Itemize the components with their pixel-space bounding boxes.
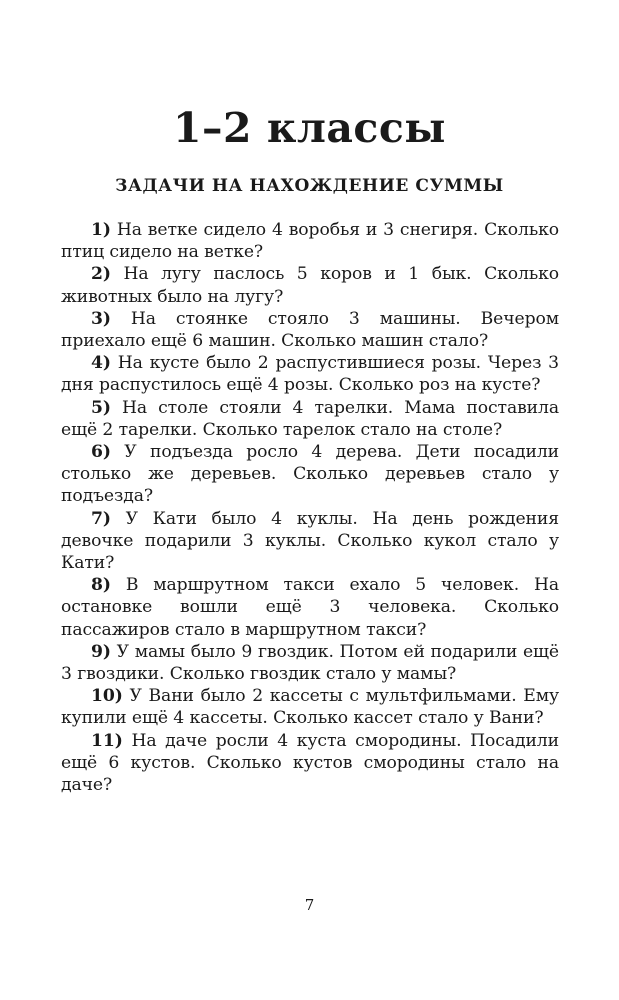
problem-number: 8) [91,575,111,596]
problem-text: У мамы было 9 гвоздик. Потом ей подарили ещё 3 гвоздики. Сколько гвоздик стало у мамы? [61,641,559,685]
problem-text: На столе стояли 4 тарелки. Мама поставила ещё 2 тарелки. Сколько тарелок стало на столе? [61,397,559,440]
page-number: 7 [304,896,315,914]
problem-item [61,574,559,641]
problem-list [61,219,559,796]
problem-item [61,730,559,797]
problem-item [61,508,559,575]
problem-text: На ветке сидело 4 воробья и 3 снегиря. Сколько птиц сидело на ветке? [61,220,559,263]
problem-number: 6) [91,442,111,463]
problem-item [61,352,559,396]
problem-number: 1) [91,220,111,240]
problem-text: На кусте было 2 распустившиеся розы. Через 3 дня распустилось ещё 4 розы. Сколько роз на кусте? [61,353,559,396]
problem-number: 10) [91,686,123,707]
problem-number: 2) [91,264,111,285]
problem-text: У Вани было 2 кассеты с мультфильмами. Ему купили ещё 4 кассеты. Сколько кассет стало у Вани? [61,686,559,729]
problem-number: 7) [91,508,111,529]
problem-text: У подъезда росло 4 дерева. Дети посадили столько же деревьев. Сколько деревьев стало у подъезда? [61,442,559,507]
problem-item [61,308,559,352]
problem-number: 5) [91,397,111,418]
problem-item [61,263,559,307]
problem-text: На лугу паслось 5 коров и 1 бык. Сколько животных было на лугу? [61,264,559,307]
page-title: 1–2 классы [173,104,446,152]
section-heading: ЗАДАЧИ НА НАХОЖДЕНИЕ СУММЫ [115,176,504,196]
problem-item [61,685,559,729]
problem-item [61,397,559,441]
problem-number: 3) [91,308,111,329]
problem-text: У Кати было 4 куклы. На день рождения девочке подарили 3 куклы. Сколько кукол стало у Кати? [61,508,559,574]
problem-text: В маршрутном такси ехало 5 человек. На остановке вошли ещё 3 человека. Сколько пассажиров стало в маршрутном такси? [61,575,559,640]
problem-item [61,219,559,263]
problem-number: 4) [91,353,111,374]
problem-number: 9) [91,641,111,662]
problem-text: На даче росли 4 куста смородины. Посадили ещё 6 кустов. Сколько кустов смородины стало на даче? [61,730,559,796]
problem-text: На стоянке стояло 3 машины. Вечером приехало ещё 6 машин. Сколько машин стало? [61,308,559,352]
problem-item [61,641,559,685]
problem-item [61,441,559,508]
problem-number: 11) [91,730,123,751]
